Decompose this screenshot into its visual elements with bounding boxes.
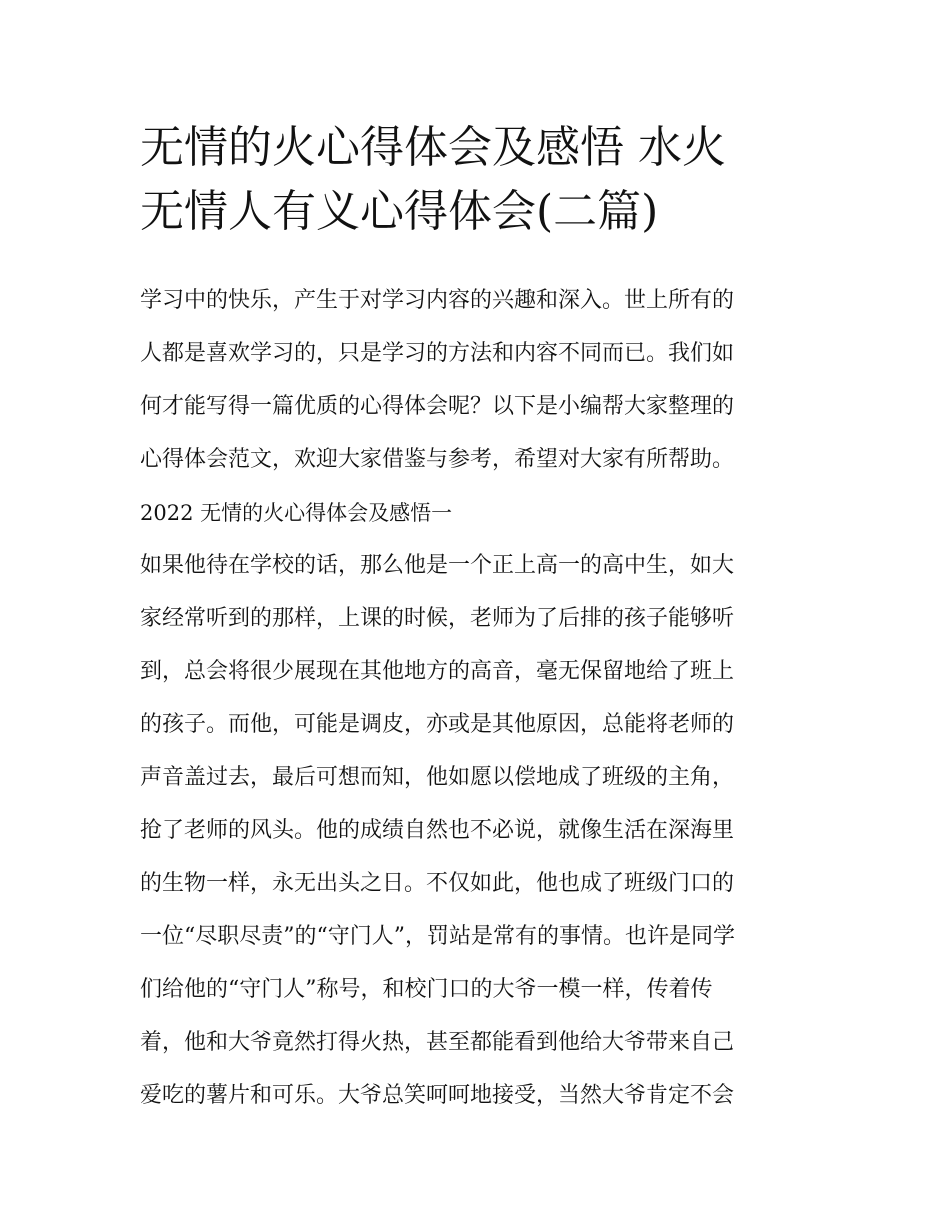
body-line: 如果他待在学校的话，那么他是一个正上高一的高中生，如大 (140, 553, 735, 578)
intro-line: 心得体会范文，欢迎大家借鉴与参考，希望对大家有所帮助。 (140, 447, 735, 472)
intro-line: 学习中的快乐，产生于对学习内容的兴趣和深入。世上所有的 (140, 288, 735, 313)
intro-line: 人都是喜欢学习的，只是学习的方法和内容不同而已。我们如 (140, 341, 735, 366)
section-heading: 2022 无情的火心得体会及感悟一 (140, 501, 453, 525)
body-line: 们给他的“守门人”称号，和校门口的大爷一模一样，传着传 (140, 977, 713, 1002)
body-line: 声音盖过去，最后可想而知，他如愿以偿地成了班级的主角， (140, 765, 735, 790)
body-line: 的孩子。而他，可能是调皮，亦或是其他原因，总能将老师的 (140, 712, 735, 737)
body-line: 到，总会将很少展现在其他地方的高音，毫无保留地给了班上 (140, 659, 735, 684)
body-line: 家经常听到的那样，上课的时候，老师为了后排的孩子能够听 (140, 606, 735, 631)
body-line: 着，他和大爷竟然打得火热，甚至都能看到他给大爷带来自己 (140, 1030, 735, 1055)
document-title (140, 116, 820, 244)
title-line: 无情的火心得体会及感悟 水火 (140, 122, 726, 173)
body-line: 一位“尽职尽责”的“守门人”，罚站是常有的事情。也许是同学 (140, 924, 735, 949)
body-line: 的生物一样，永无出头之日。不仅如此，他也成了班级门口的 (140, 871, 735, 896)
intro-line: 何才能写得一篇优质的心得体会呢？以下是小编帮大家整理的 (140, 394, 735, 419)
document-body (140, 280, 820, 1128)
body-line: 抢了老师的风头。他的成绩自然也不必说，就像生活在深海里 (140, 818, 735, 843)
title-line: 无情人有义心得体会(二篇) (140, 186, 659, 237)
body-line: 爱吃的薯片和可乐。大爷总笑呵呵地接受，当然大爷肯定不会 (140, 1083, 735, 1108)
